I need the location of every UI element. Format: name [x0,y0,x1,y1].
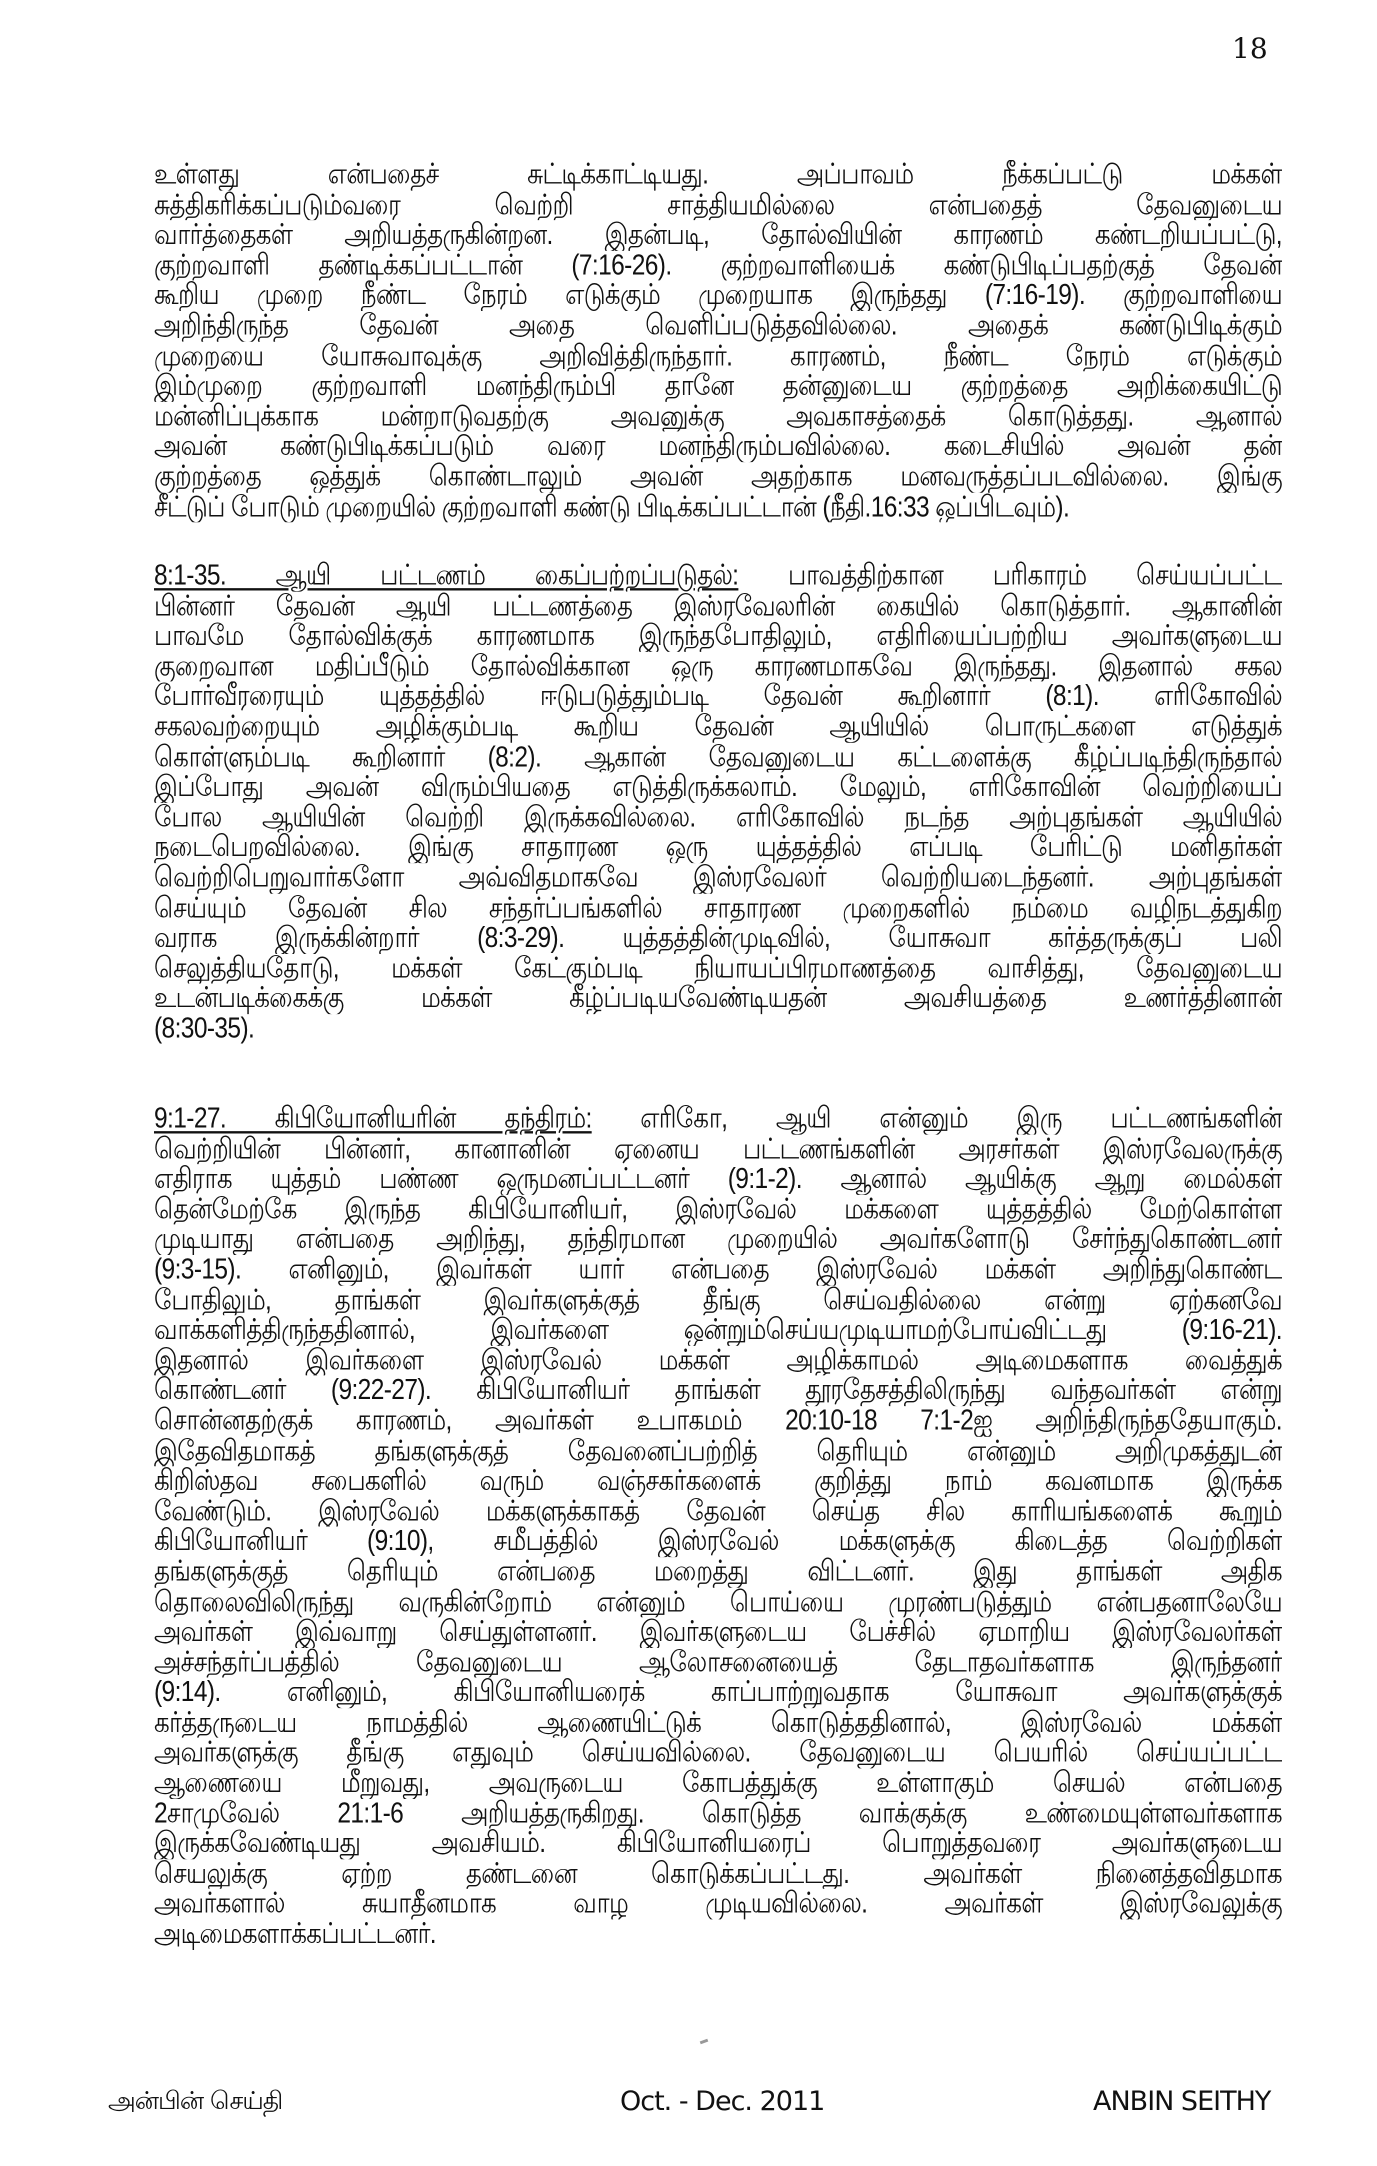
text-line: வாக்களித்திருந்ததினால், இவர்களை ஒன்றும்செய்யமுடியாமற்போய்விட்டது (9:16-21). [154,1315,1282,1346]
footer-publication-english: ANBIN SEITHY [1093,2086,1271,2117]
section-heading: 9:1-27. கிபியோனியரின் தந்திரம்: [154,1104,592,1135]
text-line: முடியாது என்பதை அறிந்து, தந்திரமான முறையில் அவர்களோடு சேர்ந்துகொண்டனர் [154,1224,1282,1256]
text-line: முறையை யோசுவாவுக்கு அறிவித்திருந்தார். காரணம், நீண்ட நேரம் எடுக்கும் [154,341,1282,372]
text-line: தொலைவிலிருந்து வருகின்றோம் என்னும் பொய்யை முரண்படுத்தும் என்பதனாலேயே [154,1587,1282,1618]
text-line: செலுத்தியதோடு, மக்கள் கேட்கும்படி நியாயப்பிரமாணத்தை வாசித்து, தேவனுடைய [154,953,1282,984]
text-line: கொள்ளும்படி கூறினார் (8:2). ஆகான் தேவனுடைய கட்டளைக்கு கீழ்ப்படிந்திருந்தால் [154,742,1282,773]
text-line: போதிலும், தாங்கள் இவர்களுக்குத் தீங்கு செய்வதில்லை என்று ஏற்கனவே [154,1285,1282,1316]
text-line: சொன்னதற்குக் காரணம், அவர்கள் உபாகமம் 20:10-18 7:1-2ஐ அறிந்திருந்ததேயாகும். [154,1406,1282,1437]
text-line: பின்னர் தேவன் ஆயி பட்டணத்தை இஸ்ரவேலரின் கையில் கொடுத்தார். ஆகானின் [154,591,1282,622]
text-line: தென்மேற்கே இருந்த கிபியோனியர், இஸ்ரவேல் மக்களை யுத்தத்தில் மேற்கொள்ள [154,1194,1282,1225]
text-line: அவர்கள் இவ்வாறு செய்துள்ளனர். இவர்களுடைய பேச்சில் ஏமாறிய இஸ்ரவேலர்கள் [154,1617,1282,1648]
text-line: வேண்டும். இஸ்ரவேல் மக்களுக்காகத் தேவன் செய்த சில காரியங்களைக் கூறும் [154,1496,1282,1527]
text-line: (9:14). எனினும், கிபியோனியரைக் காப்பாற்றுவதாக யோசுவா அவர்களுக்குக் [154,1677,1282,1709]
text-line: அச்சந்தர்ப்பத்தில் தேவனுடைய ஆலோசனையைத் தேடாதவர்களாக இருந்தனர் [154,1647,1282,1678]
paragraph-first-line [154,561,1282,591]
text-line: சுத்திகரிக்கப்படும்வரை வெற்றி சாத்தியமில்லை என்பதைத் தேவனுடைய [154,190,1282,221]
paragraph-first-line [154,1104,1282,1134]
text-line: சகலவற்றையும் அழிக்கும்படி கூறிய தேவன் ஆயியில் பொருட்களை எடுத்துக் [154,712,1282,743]
text-line: குற்றத்தை ஒத்துக் கொண்டாலும் அவன் அதற்காக மனவருத்தப்படவில்லை. இங்கு [154,462,1282,493]
paragraph-lines [154,1134,1282,1949]
text-line: வராக இருக்கின்றார் (8:3-29). யுத்தத்தின்முடிவில், யோசுவா கர்த்தருக்குப் பலி [154,923,1282,954]
text-line: மன்னிப்புக்காக மன்றாடுவதற்கு அவனுக்கு அவகாசத்தைக் கொடுத்தது. ஆனால் [154,401,1282,432]
text-line: நடைபெறவில்லை. இங்கு சாதாரண ஒரு யுத்தத்தில் எப்படி பேரிட்டு மனிதர்கள் [154,832,1282,864]
text-line: உள்ளது என்பதைச் சுட்டிக்காட்டியது. அப்பாவம் நீக்கப்பட்டு மக்கள் [154,160,1282,191]
text-line: கர்த்தருடைய நாமத்தில் ஆணையிட்டுக் கொடுத்ததினால், இஸ்ரவேல் மக்கள் [154,1708,1282,1739]
text-line: அவர்களால் சுயாதீனமாக வாழ முடியவில்லை. அவர்கள் இஸ்ரவேலுக்கு [154,1889,1282,1920]
text-line: குற்றவாளி தண்டிக்கப்பட்டான் (7:16-26). குற்றவாளியைக் கண்டுபிடிப்பதற்குத் தேவன் [154,250,1282,281]
text-line: இதேவிதமாகத் தங்களுக்குத் தேவனைப்பற்றித் தெரியும் என்னும் அறிமுகத்துடன் [154,1436,1282,1467]
text-line: தங்களுக்குத் தெரியும் என்பதை மறைத்து விட்டனர். இது தாங்கள் அதிக [154,1557,1282,1588]
text-line: அறிந்திருந்த தேவன் அதை வெளிப்படுத்தவில்லை. அதைக் கண்டுபிடிக்கும் [154,311,1282,342]
paragraph-gibeonites [154,1104,1282,1950]
page-number: 18 [1232,32,1268,65]
text-line: பாவமே தோல்விக்குக் காரணமாக இருந்தபோதிலும், எதிரியைப்பற்றிய அவர்களுடைய [154,621,1282,652]
text-line: சீட்டுப் போடும் முறையில் குற்றவாளி கண்டு பிடிக்கப்பட்டான் (நீதி.16:33 ஒப்பிடவும்). [154,492,1070,523]
text-line: கிறிஸ்தவ சபைகளில் வரும் வஞ்சகர்களைக் குறித்து நாம் கவனமாக இருக்க [154,1466,1282,1497]
text-line: செய்யும் தேவன் சில சந்தர்ப்பங்களில் சாதாரண முறைகளில் நம்மை வழிநடத்துகிற [154,893,1282,924]
text-line: கிபியோனியர் (9:10), சமீபத்தில் இஸ்ரவேல் மக்களுக்கு கிடைத்த வெற்றிகள் [154,1526,1282,1558]
section-heading: 8:1-35. ஆயி பட்டணம் கைப்பற்றப்படுதல்: [154,561,739,592]
text-line: இம்முறை குற்றவாளி மனந்திரும்பி தானே தன்னுடைய குற்றத்தை அறிக்கையிட்டு [154,371,1282,402]
text-line: (9:3-15). எனினும், இவர்கள் யார் என்பதை இஸ்ரவேல் மக்கள் அறிந்துகொண்ட [154,1255,1282,1286]
text-line: 2சாமுவேல் 21:1-6 அறியத்தருகிறது. கொடுத்த வாக்குக்கு உண்மையுள்ளவர்களாக [154,1798,1282,1829]
paragraph-intro [154,160,1282,522]
text-line: இதனால் இவர்களை இஸ்ரவேல் மக்கள் அழிக்காமல் அடிமைகளாக வைத்துக் [154,1345,1282,1376]
text-line: உடன்படிக்கைக்கு மக்கள் கீழ்ப்படியவேண்டியதன் அவசியத்தை உணர்த்தினான் [154,983,1282,1015]
text-line: குறைவான மதிப்பீடும் தோல்விக்கான ஒரு காரணமாகவே இருந்தது. இதனால் சகல [154,651,1282,682]
text-line: அவன் கண்டுபிடிக்கப்படும் வரை மனந்திரும்பவில்லை. கடைசியில் அவன் தன் [154,431,1282,463]
text-line: போர்வீரரையும் யுத்தத்தில் ஈடுபடுத்தும்படி தேவன் கூறினார் (8:1). எரிகோவில் [154,681,1282,713]
stray-mark [700,2039,709,2045]
text-line: அடிமைகளாக்கப்பட்டனர். [154,1919,436,1950]
text-line: வெற்றியின் பின்னர், கானானின் ஏனைய பட்டணங்களின் அரசர்கள் இஸ்ரவேலருக்கு [154,1134,1282,1165]
footer-issue-date: Oct. - Dec. 2011 [620,2086,825,2117]
text-line: போல ஆயியின் வெற்றி இருக்கவில்லை. எரிகோவில் நடந்த அற்புதங்கள் ஆயியில் [154,802,1282,833]
text-line: ஆணையை மீறுவது, அவருடைய கோபத்துக்கு உள்ளாகும் செயல் என்பதை [154,1768,1282,1799]
text-line: (8:30-35). [154,1014,255,1045]
text-line: செயலுக்கு ஏற்ற தண்டனை கொடுக்கப்பட்டது. அவர்கள் நினைத்தவிதமாக [154,1859,1282,1890]
text-line: அவர்களுக்கு தீங்கு எதுவும் செய்யவில்லை. தேவனுடைய பெயரில் செய்யப்பட்ட [154,1738,1282,1769]
text-line: வெற்றிபெறுவார்களோ அவ்விதமாகவே இஸ்ரவேலர் வெற்றியடைந்தனர். அற்புதங்கள் [154,863,1282,894]
text-line: இருக்கவேண்டியது அவசியம். கிபியோனியரைப் பொறுத்தவரை அவர்களுடைய [154,1828,1282,1860]
heading-rest: பாவத்திற்கான பரிகாரம் செய்யப்பட்ட [787,561,1282,592]
heading-rest: எரிகோ, ஆயி என்னும் இரு பட்டணங்களின் [640,1104,1282,1135]
paragraph-lines [154,591,1282,1044]
text-line: எதிராக யுத்தம் பண்ண ஒருமனப்பட்டனர் (9:1-2). ஆனால் ஆயிக்கு ஆறு மைல்கள் [154,1164,1282,1195]
text-line: கொண்டனர் (9:22-27). கிபியோனியர் தாங்கள் தூரதேசத்திலிருந்து வந்தவர்கள் என்று [154,1375,1282,1407]
text-line: வார்த்தைகள் அறியத்தருகின்றன. இதன்படி, தோல்வியின் காரணம் கண்டறியப்பட்டு, [154,220,1282,251]
paragraph-ai-city [154,561,1282,1044]
text-line: கூறிய முறை நீண்ட நேரம் எடுக்கும் முறையாக இருந்தது (7:16-19). குற்றவாளியை [154,280,1282,312]
text-line: இப்போது அவன் விரும்பியதை எடுத்திருக்கலாம். மேலும், எரிகோவின் வெற்றியைப் [154,772,1282,803]
paragraph-lines [154,160,1282,522]
footer-publication-tamil: அன்பின் செய்தி [108,2086,283,2115]
